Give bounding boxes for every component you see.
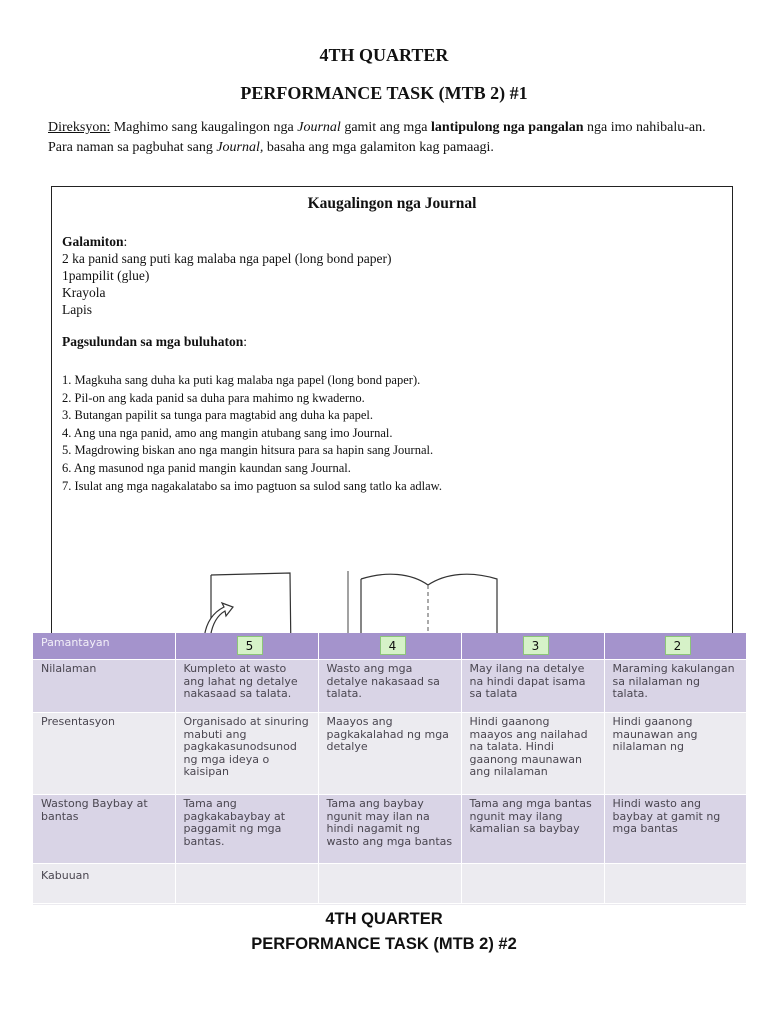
rubric-cell: Maraming kakulangan sa nilalaman ng talata. xyxy=(604,660,746,713)
criterion-cell: Kabuuan xyxy=(33,864,175,904)
material-item: 1pampilit (glue) xyxy=(62,268,150,283)
rubric-cell xyxy=(604,864,746,904)
score-badge: 4 xyxy=(380,636,406,655)
rubric-cell: Tama ang mga bantas ngunit may ilang kamalian sa baybay xyxy=(461,795,604,864)
rubric-header-score xyxy=(318,633,461,660)
rubric-row xyxy=(33,660,746,713)
step-item: 6. Ang masunod nga panid mangin kaundan sang Journal. xyxy=(62,460,351,475)
task-heading: PERFORMANCE TASK (MTB 2) #1 xyxy=(240,83,528,103)
rubric-header-score xyxy=(461,633,604,660)
rubric-row xyxy=(33,864,746,904)
materials-label: Galamiton xyxy=(62,234,124,249)
directions-label: Direksyon: xyxy=(48,120,111,135)
directions-journal-2: Journal, xyxy=(216,140,264,155)
rubric-row xyxy=(33,795,746,864)
directions-keyword: lantipulong nga pangalan xyxy=(431,120,584,135)
next-task-heading: PERFORMANCE TASK (MTB 2) #2 xyxy=(251,935,517,953)
criteria-header-label: Pamantayan xyxy=(41,636,110,649)
rubric-cell: Kumpleto at wasto ang lahat ng detalye nakasaad sa talata. xyxy=(175,660,318,713)
steps-heading xyxy=(62,334,247,350)
rubric-cell xyxy=(461,864,604,904)
instructions-box xyxy=(51,186,733,656)
directions-journal-1: Journal xyxy=(297,120,341,135)
rubric-cell xyxy=(318,864,461,904)
box-title: Kaugalingon nga Journal xyxy=(307,195,477,212)
step-item: 5. Magdrowing biskan ano nga mangin hitsura para sa hapin sang Journal. xyxy=(62,443,434,458)
rubric-cell: Tama ang baybay ngunit may ilan na hindi nagamit ng wasto ang mga bantas xyxy=(318,795,461,864)
step-item: 2. Pil-on ang kada panid sa duha para mahimo ng kwaderno. xyxy=(62,390,365,405)
rubric-cell: Hindi wasto ang baybay at gamit ng mga bantas xyxy=(604,795,746,864)
rubric-cell xyxy=(175,864,318,904)
rubric-cell: Maayos ang pagkakalahad ng mga detalye xyxy=(318,713,461,795)
directions xyxy=(48,118,728,158)
directions-text-4: basaha ang mga galamiton kag pamaagi. xyxy=(263,140,494,155)
steps-label: Pagsulundan sa mga buluhaton xyxy=(62,334,244,349)
criterion-cell: Presentasyon xyxy=(33,713,175,795)
steps-list xyxy=(62,372,442,495)
steps-colon: : xyxy=(243,334,247,349)
directions-text-2: gamit ang mga xyxy=(340,120,432,135)
rubric-header-score xyxy=(604,633,746,660)
rubric-table xyxy=(33,633,746,905)
criterion-cell: Wastong Baybay at bantas xyxy=(33,795,175,864)
rubric-row xyxy=(33,713,746,795)
score-badge: 3 xyxy=(523,636,549,655)
rubric-cell: Wasto ang mga detalye nakasaad sa talata. xyxy=(318,660,461,713)
rubric-cell: Hindi gaanong maunawan ang nilalaman ng xyxy=(604,713,746,795)
quarter-heading: 4TH QUARTER xyxy=(319,45,449,65)
next-quarter-heading: 4TH QUARTER xyxy=(325,910,443,928)
step-item: 1. Magkuha sang duha ka puti kag malaba nga papel (long bond paper). xyxy=(62,373,421,387)
material-item: 2 ka panid sang puti kag malaba nga papel (long bond paper) xyxy=(62,251,392,266)
step-item: 3. Butangan papilit sa tunga para magtabid ang duha ka papel. xyxy=(62,408,374,423)
material-item: Krayola xyxy=(62,285,106,300)
rubric-cell: Organisado at sinuring mabuti ang pagkakasunodsunod ng mga ideya o kaisipan xyxy=(175,713,318,795)
materials-colon: : xyxy=(123,234,128,249)
step-item: 7. Isulat ang mga nagakalatabo sa imo pagtuon sa sulod sang tatlo ka adlaw. xyxy=(62,478,442,493)
rubric-header-criteria xyxy=(33,633,175,660)
criterion-cell: Nilalaman xyxy=(33,660,175,713)
step-item: 4. Ang una nga panid, amo ang mangin atubang sang imo Journal. xyxy=(62,425,393,440)
score-badge: 5 xyxy=(237,636,263,655)
rubric-cell: Tama ang pagkakabaybay at paggamit ng mga bantas. xyxy=(175,795,318,864)
directions-text-3: nga imo nahibalu-an. Para naman sa pagbuhat sang xyxy=(48,120,706,155)
score-badge: 2 xyxy=(665,636,691,655)
rubric-cell: May ilang na detalye na hindi dapat isama sa talata xyxy=(461,660,604,713)
directions-text-1: Maghimo sang kaugalingon nga xyxy=(110,120,298,135)
material-item: Lapis xyxy=(62,302,92,317)
rubric-header-score xyxy=(175,633,318,660)
materials-section xyxy=(62,233,392,318)
rubric-cell: Hindi gaanong maayos ang nailahad na talata. Hindi gaanong maunawan ang nilalaman xyxy=(461,713,604,795)
rubric-header-row xyxy=(33,633,746,660)
